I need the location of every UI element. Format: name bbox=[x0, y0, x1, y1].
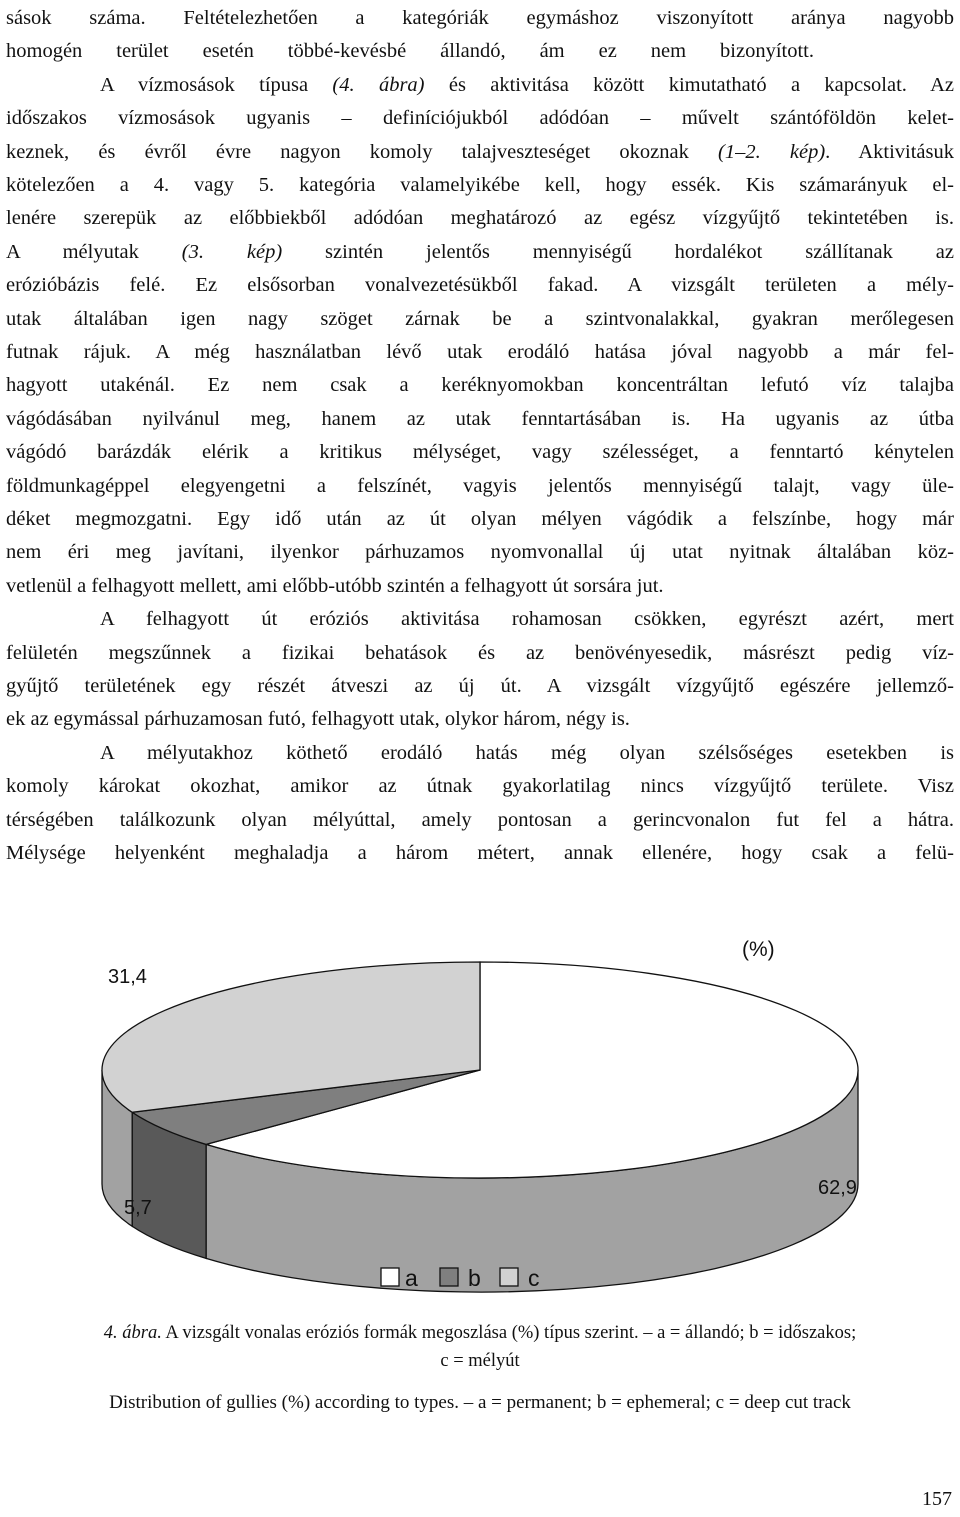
text-line bbox=[6, 808, 954, 832]
text-line bbox=[6, 774, 954, 798]
text-line bbox=[6, 140, 954, 164]
italic-reference: (4. ábra) bbox=[332, 74, 425, 96]
figure-caption-hu-line2: c = mélyút bbox=[440, 1351, 520, 1371]
text-segment: nem éri meg javítani, ilyenkor párhuzamos nyomvonallal új utat nyitnak általában köz- bbox=[6, 541, 954, 563]
text-segment: homogén terület esetén többé-kevésbé állandó, ám ez nem bizonyított. bbox=[6, 40, 814, 62]
text-line bbox=[100, 607, 954, 631]
text-segment: komoly károkat okozhat, amikor az útnak gyakorlatilag nincs vízgyűjtő területe. Visz bbox=[6, 775, 954, 797]
text-line bbox=[6, 106, 954, 130]
text-segment: hagyott utakénál. Ez nem csak a keréknyomokban koncentráltan lefutó víz talajba bbox=[6, 374, 954, 396]
text-line bbox=[6, 273, 954, 297]
text-segment: vágódásában nyilvánul meg, hanem az utak fenntartásában is. Ha ugyanis az útba bbox=[6, 408, 954, 430]
text-segment: felületén megszűnnek a fizikai behatások és az benövényesedik, másrészt pedig víz- bbox=[6, 642, 954, 664]
text-segment: déket megmozgatni. Egy idő után az út olyan mélyen vágódik a felszínbe, hogy már bbox=[6, 508, 954, 530]
text-line bbox=[6, 340, 954, 364]
text-line bbox=[6, 240, 954, 264]
text-segment: gyűjtő területének egy részét átveszi az új út. A vizsgált vízgyűjtő egészére jellemző- bbox=[6, 675, 954, 697]
figure-caption-hu bbox=[0, 1322, 960, 1344]
figure-reference: 4. ábra. bbox=[103, 1323, 162, 1343]
text-segment: A vízmosások típusa bbox=[100, 74, 333, 96]
italic-reference: (3. kép) bbox=[181, 241, 283, 263]
italic-reference: (1–2. kép) bbox=[718, 141, 826, 163]
text-segment: és aktivitása között kimutatható a kapcsolat. Az bbox=[424, 74, 955, 96]
legend-label-c: c bbox=[528, 1265, 540, 1291]
page-number: 157 bbox=[922, 1488, 952, 1510]
text-line bbox=[6, 307, 954, 331]
text-line bbox=[6, 507, 954, 531]
text-segment: szintén jelentős mennyiségű hordalékot szállítanak az bbox=[282, 241, 954, 263]
text-line bbox=[6, 641, 954, 665]
text-segment: erózióbázis felé. Ez elsősorban vonalvezetésükből fakad. A vizsgált területen a mély- bbox=[6, 274, 954, 296]
text-line bbox=[6, 574, 954, 598]
text-segment: A mélyutak bbox=[6, 241, 182, 263]
value-label-b: 5,7 bbox=[124, 1197, 152, 1219]
figure-caption-en: Distribution of gullies (%) according to types. – a = permanent; b = ephemeral; c = deep cut track bbox=[109, 1392, 851, 1413]
caption-text-hu: A vizsgált vonalas eróziós formák megoszlása (%) típus szerint. – a = állandó; b = időszakos; bbox=[161, 1323, 857, 1343]
text-line bbox=[100, 73, 954, 97]
legend-label-a: a bbox=[405, 1265, 418, 1291]
text-line bbox=[6, 474, 954, 498]
text-segment: futnak rájuk. A még használatban lévő utak erodáló hatása jóval nagyobb a már fel- bbox=[6, 341, 954, 363]
text-segment: sások száma. Feltételezhetően a kategóriák egymáshoz viszonyított aránya nagyobb bbox=[6, 7, 954, 29]
text-segment: . Aktivitásuk bbox=[825, 141, 954, 163]
text-segment: A mélyutakhoz köthető erodáló hatás még olyan szélsőséges esetekben is bbox=[100, 742, 954, 764]
text-segment: lenére szerepük az előbbiekből adódóan meghatározó az egész vízgyűjtő tekintetében is. bbox=[6, 207, 954, 229]
text-line bbox=[6, 407, 954, 431]
legend-label-b: b bbox=[468, 1265, 481, 1291]
text-line bbox=[6, 6, 954, 30]
text-segment: térségében találkozunk olyan mélyúttal, amely pontosan a gerincvonalon fut fel a hátra. bbox=[6, 809, 954, 831]
text-line bbox=[6, 206, 954, 230]
text-segment: kötelezően a 4. vagy 5. kategória valamelyikébe kell, hogy essék. Kis számarányuk el- bbox=[6, 174, 954, 196]
value-label-c: 31,4 bbox=[108, 966, 147, 988]
text-line bbox=[6, 841, 954, 865]
legend-swatch-a bbox=[381, 1268, 399, 1286]
pie-chart bbox=[0, 900, 960, 1310]
text-line bbox=[6, 674, 954, 698]
text-line bbox=[6, 707, 954, 731]
value-label-a: 62,9 bbox=[818, 1177, 857, 1199]
text-line bbox=[6, 440, 954, 464]
text-segment: keznek, és évről évre nagyon komoly talajveszteséget okoznak bbox=[6, 141, 719, 163]
text-segment: A felhagyott út eróziós aktivitása rohamosan csökken, egyrészt azért, mert bbox=[100, 608, 954, 630]
text-segment: ek az egymással párhuzamosan futó, felhagyott utak, olykor három, négy is. bbox=[6, 708, 630, 730]
text-line bbox=[6, 540, 954, 564]
text-segment: vetlenül a felhagyott mellett, ami előbb-utóbb szintén a felhagyott út sorsára jut. bbox=[6, 575, 664, 597]
text-line bbox=[100, 741, 954, 765]
text-line bbox=[6, 373, 954, 397]
legend-swatch-c bbox=[500, 1268, 518, 1286]
legend-swatch-b bbox=[440, 1268, 458, 1286]
text-segment: vágódó barázdák elérik a kritikus mélységet, vagy szélességet, a fenntartó kénytelen bbox=[6, 441, 954, 463]
text-segment: időszakos vízmosások ugyanis – definíciójukból adódóan – művelt szántóföldön kelet- bbox=[6, 107, 954, 129]
chart-unit-label: (%) bbox=[742, 938, 775, 961]
text-segment: Mélysége helyenként meghaladja a három métert, annak ellenére, hogy csak a felü- bbox=[6, 842, 954, 864]
text-line bbox=[6, 39, 814, 63]
text-line bbox=[6, 173, 954, 197]
text-segment: utak általában igen nagy szöget zárnak be a szintvonalakkal, gyakran merőlegesen bbox=[6, 308, 954, 330]
pie-top-group bbox=[102, 962, 858, 1178]
text-segment: földmunkagéppel elegyengetni a felszínét, vagyis jelentős mennyiségű talajt, vagy üle- bbox=[6, 475, 954, 497]
